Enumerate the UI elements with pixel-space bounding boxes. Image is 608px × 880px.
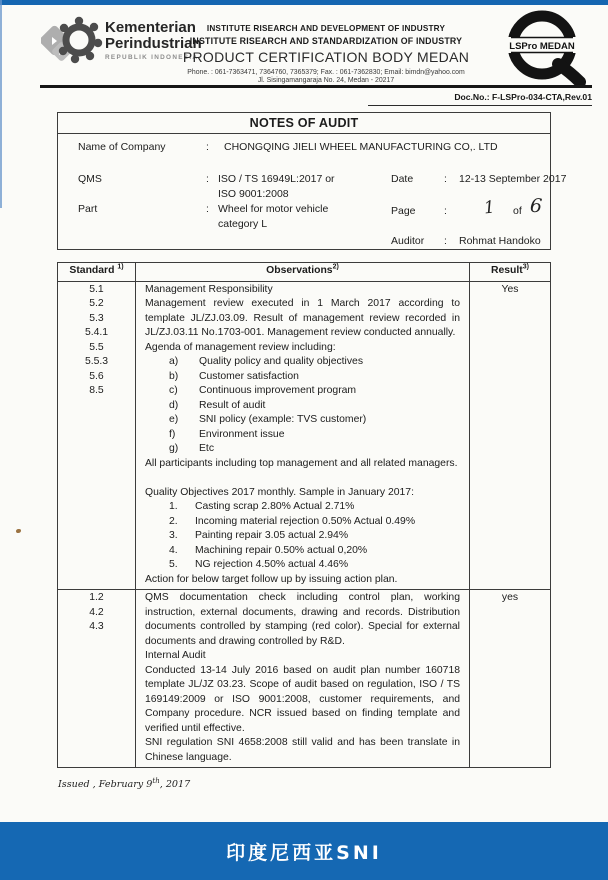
result-cell: yes (501, 592, 519, 603)
standard-cell: 1.2 4.2 4.3 (58, 590, 136, 767)
list-item: 4. Machining repair 0.50% actual 0,20% (169, 544, 368, 556)
qms-colon: : (206, 173, 209, 185)
part-label: Part (78, 203, 98, 215)
left-scan-edge (0, 0, 2, 208)
contact-line: Phone. : 061-7363471, 7364760, 7365379; Fax. : 061-7362830; Email: bimdn@yahoo.com (187, 69, 465, 76)
institute-line2: INSTITUTE RISEARCH AND STANDARDIZATION OF INDUSTRY (189, 36, 463, 46)
obs-title: Management Responsibility (145, 283, 273, 295)
certification-body-name: PRODUCT CERTIFICATION BODY MEDAN (182, 49, 470, 65)
obs-line: Quality Objectives 2017 monthly. Sample in January 2017: (145, 486, 414, 498)
obs-paragraph: QMS documentation check including control plan, working instruction, external documents, drawing and records. Distribution documents controlled by stamping (red color). Special for external documents and drawing controlled by R&D. (145, 592, 460, 647)
auditor-value: Rohmat Handoko (459, 235, 541, 247)
auditor-colon: : (444, 235, 447, 247)
list-item: 2. Incoming material rejection 0.50% Actual 0.49% (169, 515, 416, 527)
list-item: c) Continuous improvement program (169, 385, 357, 396)
audit-info-box (57, 112, 567, 250)
doc-number-underline (368, 105, 592, 106)
page-current-handwritten: 1 (482, 197, 496, 219)
lspro-medan-q-icon (498, 8, 590, 95)
obs-line: Agenda of management review including: (145, 341, 336, 353)
list-item: 3. Painting repair 3.05 actual 2.94% (169, 530, 349, 541)
bottom-banner (0, 822, 608, 880)
notes-of-audit-title: NOTES OF AUDIT (58, 113, 550, 134)
date-colon: : (444, 173, 447, 185)
list-item: a) Quality policy and quality objectives (169, 356, 364, 367)
page-total-handwritten: 6 (529, 194, 543, 218)
list-item: b) Customer satisfaction (169, 370, 299, 382)
header-standard: Standard $^{1)}$ (58, 263, 136, 281)
date-label: Date (391, 173, 414, 185)
banner-text: 印度尼西亚SNI (226, 841, 382, 864)
part-value-line2: category L (218, 218, 268, 230)
kemenperin-gear-icon (41, 15, 103, 74)
standard-cell: 5.1 5.2 5.3 5.4.1 5.5 5.5.3 5.6 8.5 (58, 282, 136, 590)
obs-line: All participants including top management and all related managers. (145, 457, 458, 469)
svg-text:LSPro MEDAN: LSPro MEDAN (509, 41, 575, 52)
page-of: of (513, 205, 522, 217)
obs-paragraph: Management review executed in 1 March 2017 according to template JL/ZJ.03.09. Result of management review recorded in JL/ZJ.03.11 No.1703-001. Management review conducted annually. (145, 298, 460, 338)
auditor-label: Auditor (391, 235, 425, 247)
obs-line: Internal Audit (145, 650, 206, 661)
company-value: CHONGQING JIELI WHEEL MANUFACTURING CO,. LTD (224, 141, 498, 153)
paper-stain (16, 529, 21, 533)
list-item: 5. NG rejection 4.50% actual 4.46% (169, 559, 349, 570)
company-colon: : (206, 141, 209, 153)
header-observations: Observations$^{2)}$ (136, 263, 470, 281)
list-item: d) Result of audit (169, 399, 266, 411)
qms-value-line2: ISO 9001:2008 (218, 188, 289, 200)
page-label: Page (391, 205, 416, 217)
table-header-row (58, 263, 550, 281)
obs-paragraph: SNI regulation SNI 4658:2008 still valid and has been translate in Chinese language. (145, 737, 460, 763)
address-line: Jl. Sisingamangaraja No. 24, Medan - 20217 (257, 77, 395, 84)
part-colon: : (206, 203, 209, 215)
company-label: Name of Company (78, 141, 166, 153)
list-item: e) SNI policy (example: TVS customer) (169, 414, 367, 425)
header-double-rule (40, 85, 592, 88)
list-item: f) Environment issue (169, 428, 285, 440)
blank-line (145, 471, 460, 486)
list-item: 1. Casting scrap 2.80% Actual 2.71% (169, 501, 355, 512)
part-value-line1: Wheel for motor vehicle (218, 203, 329, 215)
result-cell: Yes (501, 283, 519, 295)
list-item: g) Etc (169, 443, 215, 454)
qms-value-line1: ISO / TS 16949L:2017 or (218, 173, 335, 185)
issued-text: Issued , February 9th, 2017 (58, 776, 191, 790)
issued-line (58, 774, 190, 792)
letterhead-center (160, 24, 492, 84)
date-value: 12-13 September 2017 (459, 173, 567, 185)
page-colon: : (444, 205, 447, 217)
observations-cell (136, 590, 470, 767)
doc-number: Doc.No.: F-LSPro-034-CTA,Rev.01 (454, 92, 592, 102)
header-result: Result$^{3)}$ (491, 263, 529, 276)
table-row (58, 589, 550, 767)
observations-cell (136, 282, 470, 590)
audit-table (57, 262, 551, 768)
obs-line: Action for below target follow up by issuing action plan. (145, 573, 398, 585)
qms-label: QMS (78, 173, 102, 185)
institute-line1: INSTITUTE RISEARCH AND DEVELOPMENT OF INDUSTRY (206, 24, 446, 33)
ministry-line3: REPUBLIK INDONESIA (105, 54, 199, 61)
ministry-line1: Kementerian (105, 19, 196, 36)
top-blue-bar (0, 0, 608, 5)
ministry-line2: Perindustrian (105, 35, 202, 52)
obs-paragraph: Conducted 13-14 July 2016 based on audit plan number 160718 template JL/JZ 03.23. Scope of audit based on regulation, ISO / TS 169149:2009 or ISO 9001:2008, customer requirements, and Company procedure. NCR issued based on finding template and verified until effective. (145, 664, 460, 734)
table-row (58, 281, 550, 590)
